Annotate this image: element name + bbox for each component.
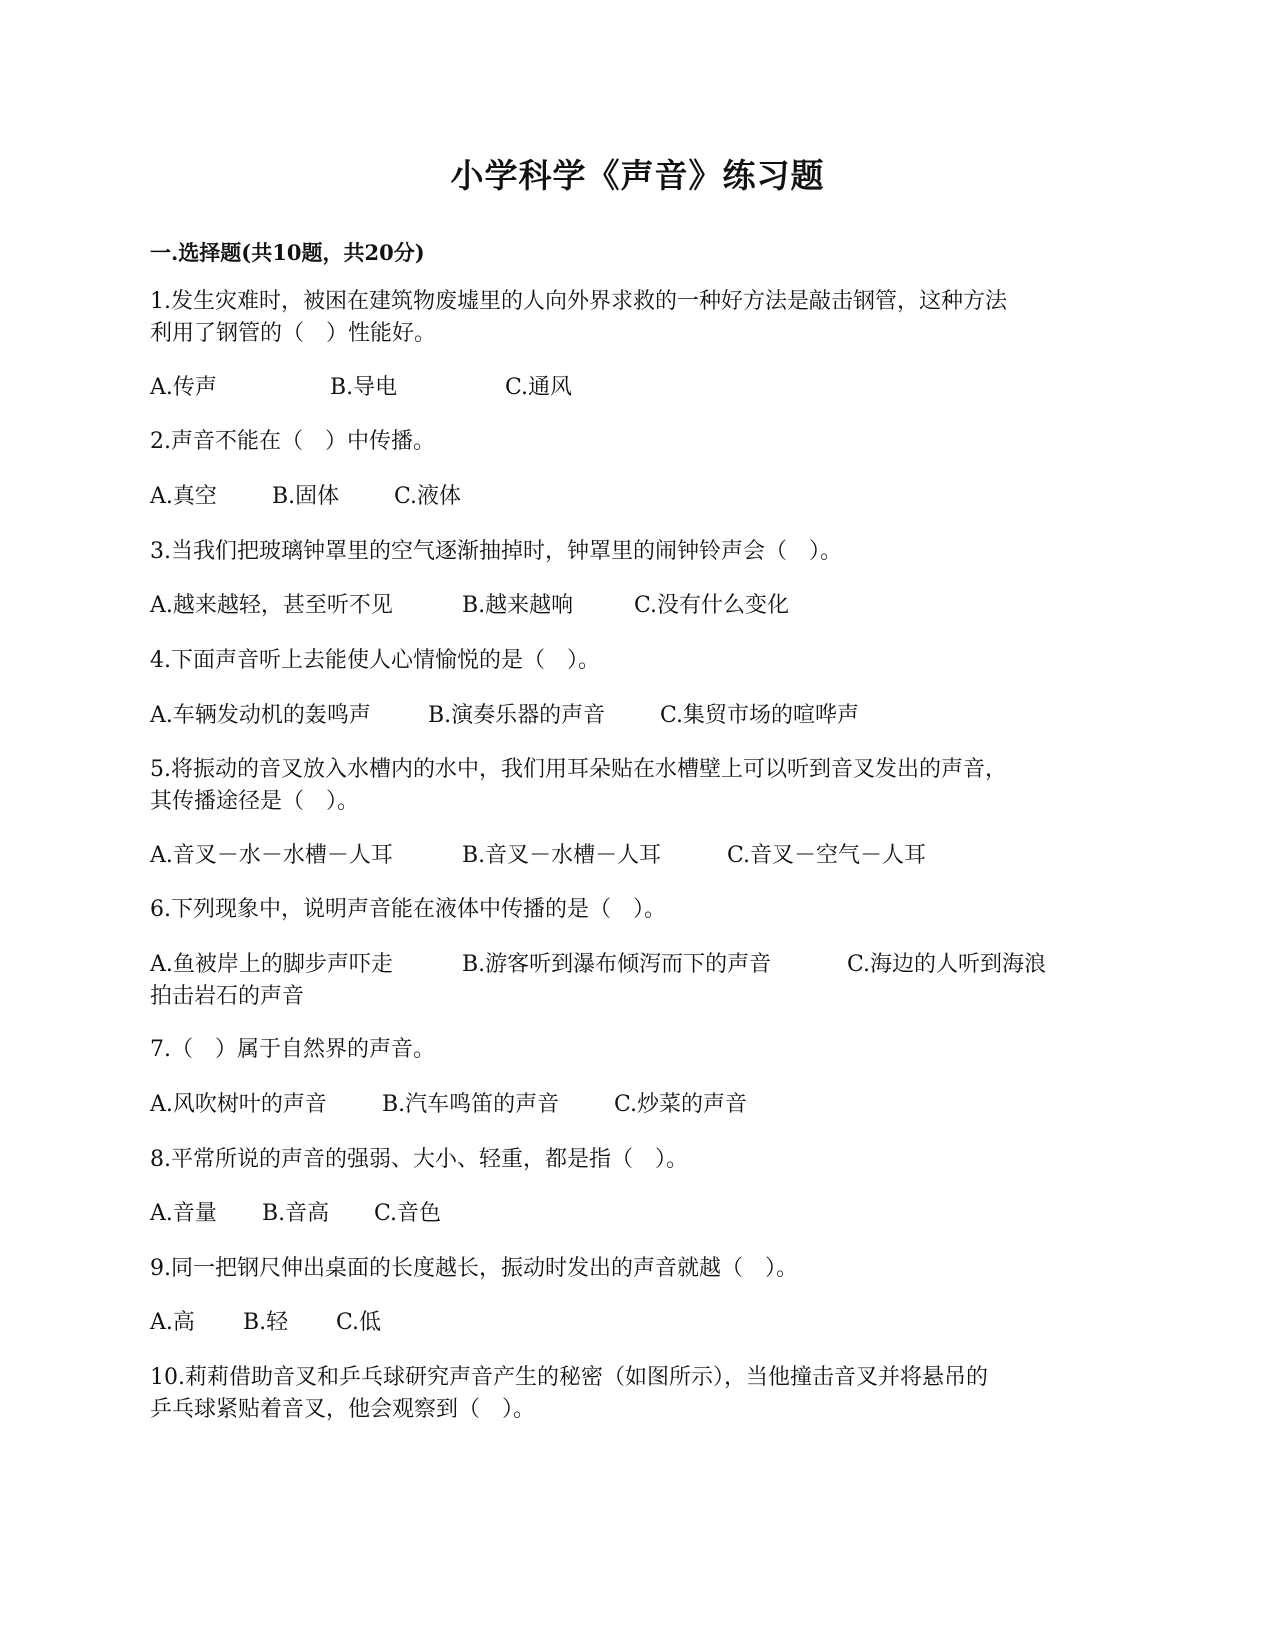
question-stem-line: 10.莉莉借助音叉和乒乓球研究声音产生的秘密（如图所示），当他撞击音叉并将悬吊的 [150,1365,988,1390]
option-c: C.没有什么变化 [634,593,790,618]
option-b: B.演奏乐器的声音 [428,703,606,728]
question-stem-line: 乒乓球紧贴着音叉，他会观察到（ ）。 [150,1397,536,1422]
question-stem-line: 8.平常所说的声音的强弱、大小、轻重，都是指（ ）。 [150,1147,688,1172]
question-stem-line: 7.（ ）属于自然界的声音。 [150,1037,435,1062]
option-b: B.音叉－水槽－人耳 [462,843,662,868]
option-b: B.导电 [330,375,398,400]
option-a: A.传声 [150,375,217,400]
option-c-continued: 拍击岩石的声音 [150,984,305,1009]
question-10 [150,1362,1125,1426]
question-1 [150,286,1125,350]
question-6-options [150,949,1125,1013]
option-a: A.高 [150,1310,195,1335]
question-stem-line: 2.声音不能在（ ）中传播。 [150,429,435,454]
question-8 [150,1144,1125,1176]
option-b: B.固体 [272,484,340,509]
question-9-options [150,1307,1125,1339]
question-stem-line: 1.发生灾难时，被困在建筑物废墟里的人向外界求救的一种好方法是敲击钢管，这种方法 [150,289,1007,314]
option-c: C.通风 [505,375,573,400]
option-b: B.音高 [262,1201,330,1226]
option-c: C.低 [336,1310,382,1335]
option-a: A.鱼被岸上的脚步声吓走 [150,952,393,977]
question-3-options [150,590,1125,622]
question-5-options [150,840,1125,872]
option-a: A.风吹树叶的声音 [150,1092,327,1117]
option-c: C.液体 [394,484,462,509]
option-b: B.游客听到瀑布倾泻而下的声音 [462,952,772,977]
option-c: C.炒菜的声音 [614,1092,748,1117]
question-1-options [150,372,1125,404]
option-a: A.越来越轻，甚至听不见 [150,593,393,618]
option-a: A.音量 [150,1201,217,1226]
option-c: C.音叉－空气－人耳 [727,843,927,868]
option-a: A.真空 [150,484,217,509]
question-6 [150,894,1125,926]
option-b: B.汽车鸣笛的声音 [382,1092,560,1117]
option-a: A.音叉－水－水槽－人耳 [150,843,393,868]
question-2-options [150,481,1125,513]
option-b: B.轻 [243,1310,289,1335]
question-stem-line: 6.下列现象中，说明声音能在液体中传播的是（ ）。 [150,897,666,922]
option-c: C.集贸市场的喧哗声 [660,703,860,728]
question-5 [150,754,1125,818]
option-b: B.越来越响 [462,593,574,618]
question-3 [150,536,1125,568]
question-4 [150,645,1125,677]
question-stem-line: 5.将振动的音叉放入水槽内的水中，我们用耳朵贴在水槽壁上可以听到音叉发出的声音， [150,757,1007,782]
question-7 [150,1034,1125,1066]
page-title: 小学科学《声音》练习题 [450,156,825,195]
question-2 [150,426,1125,458]
question-stem-line: 4.下面声音听上去能使人心情愉悦的是（ ）。 [150,648,600,673]
question-7-options [150,1089,1125,1121]
option-c: C.音色 [374,1201,442,1226]
option-c: C.海边的人听到海浪 [847,952,1047,977]
section-heading: 一.选择题(共10题，共20分) [150,240,425,265]
question-stem-line: 利用了钢管的（ ）性能好。 [150,321,437,346]
option-a: A.车辆发动机的轰鸣声 [150,703,371,728]
question-8-options [150,1198,1125,1230]
question-stem-line: 9.同一把钢尺伸出桌面的长度越长，振动时发出的声音就越（ ）。 [150,1256,798,1281]
question-stem-line: 其传播途径是（ ）。 [150,789,360,814]
question-9 [150,1253,1125,1285]
question-4-options [150,700,1125,732]
question-stem-line: 3.当我们把玻璃钟罩里的空气逐渐抽掉时，钟罩里的闹钟铃声会（ ）。 [150,539,842,564]
